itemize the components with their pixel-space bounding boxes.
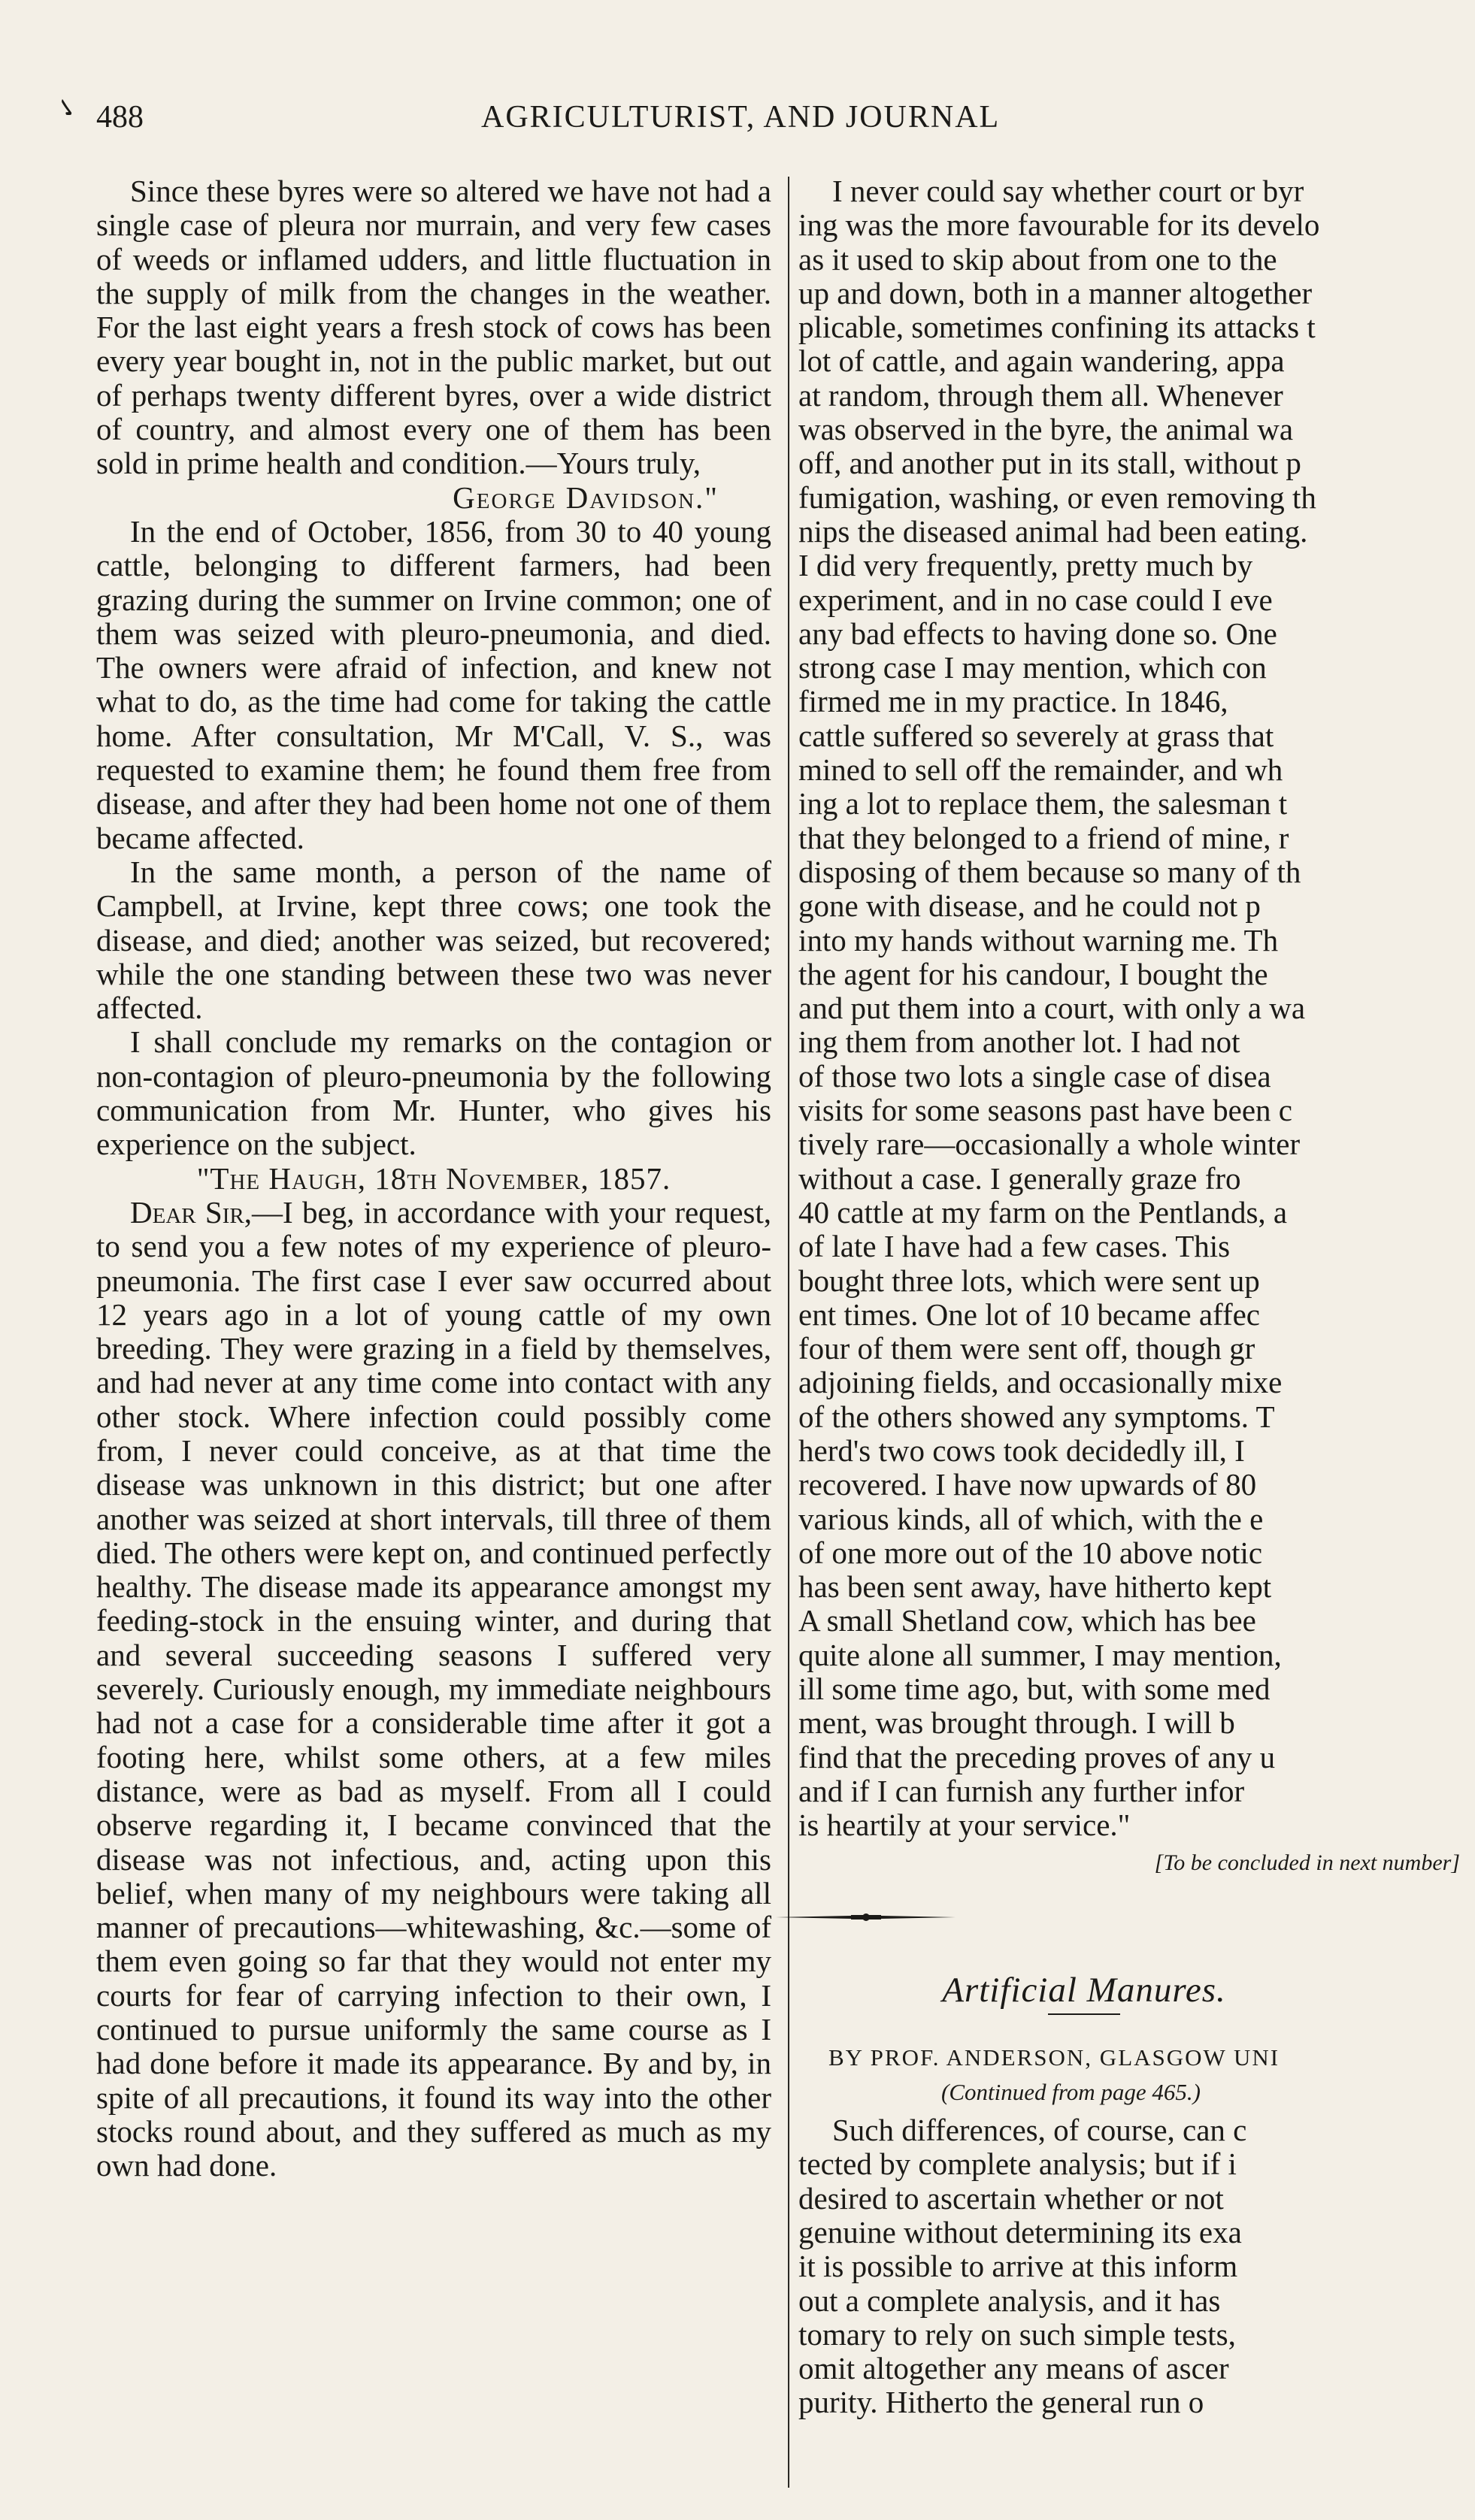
salutation: Dear Sir,: [130, 1194, 252, 1230]
text-line: tively rare—occasionally a whole winter: [798, 1127, 1301, 1162]
right-column: [798, 174, 1460, 2420]
text-line: disposing of them because so many of th: [798, 854, 1301, 889]
text-line: herd's two cows took decidedly ill, I: [798, 1432, 1245, 1468]
text-line: mined to sell off the remainder, and wh: [798, 752, 1283, 788]
text-line: experiment, and in no case could I eve: [798, 582, 1273, 617]
paragraph-hunter-letter: [96, 1196, 771, 2183]
text-line: ing was the more favourable for its develo: [798, 207, 1320, 243]
running-head: AGRICULTURIST, AND JOURNAL: [481, 100, 1001, 135]
text-line: has been sent away, have hitherto kept: [798, 1569, 1272, 1605]
text-line: cattle suffered so severely at grass that: [798, 718, 1274, 753]
text-line: quite alone all summer, I may mention,: [798, 1637, 1282, 1672]
text-line: plicable, sometimes confining its attacks t: [798, 310, 1316, 345]
text-line: ent times. One lot of 10 became affec: [798, 1296, 1260, 1332]
text-line: at random, through them all. Whenever: [798, 377, 1283, 413]
text-line: visits for some seasons past have been c: [798, 1093, 1292, 1128]
right-column-text: [798, 174, 1475, 2420]
text-line: adjoining fields, and occasionally mixe: [798, 1365, 1283, 1400]
text-line: four of them were sent off, though gr: [798, 1331, 1255, 1366]
text-line: and put them into a court, with only a wa: [798, 991, 1306, 1026]
text-line: Such differences, of course, can c: [832, 2113, 1247, 2148]
to-be-concluded-note: [To be concluded in next number]: [1154, 1850, 1460, 1875]
continued-from-note: (Continued from page 465.): [941, 2078, 1201, 2105]
article-body: [798, 2113, 1475, 2420]
text-line: without a case. I generally graze fro: [798, 1160, 1241, 1196]
text-line: of the others showed any symptoms. T: [798, 1399, 1275, 1434]
text-line: desired to ascertain whether or not: [798, 2180, 1224, 2216]
left-column: [96, 174, 771, 2183]
article-byline: BY PROF. ANDERSON, GLASGOW UNI: [828, 2044, 1280, 2071]
text-line: purity. Hitherto the general run o: [798, 2385, 1204, 2420]
column-divider: [788, 177, 789, 2488]
signature-davidson: George Davidson.": [453, 479, 719, 515]
text-line: tomary to rely on such simple tests,: [798, 2316, 1236, 2352]
text-line: is heartily at your service.": [798, 1808, 1131, 1843]
text-line: omit altogether any means of ascer: [798, 2351, 1229, 2386]
text-line: of one more out of the 10 above notic: [798, 1535, 1263, 1570]
paragraph-irvine-common: In the end of October, 1856, from 30 to 40 young cattle, belonging to different farmers, had been grazing during the summer on Irvine common; one of them was seized with pleuro-pneumonia, and died. The owners were afraid of infection, and knew not what to do, as the time had come for taking the cattle home. After consultation, Mr M'Call, V. S., was requested to examine them; he found them free from disease, and after they had been home not one of them became affected.: [96, 513, 771, 855]
text-line: 40 cattle at my farm on the Pentlands, a: [798, 1194, 1288, 1230]
text-line: of late I have had a few cases. This: [798, 1229, 1231, 1264]
page-header: [0, 0, 1407, 150]
text-line: ing a lot to replace them, the salesman t: [798, 786, 1288, 821]
letter-continuation-body: [798, 208, 1475, 1842]
letter-continuation: [798, 174, 1475, 208]
text-line: genuine without determining its exa: [798, 2214, 1242, 2249]
paragraph-campbell: In the same month, a person of the name of Campbell, at Irvine, kept three cows; one took the disease, and died; another was seized, but recovered; while the one standing between these two was never affected.: [96, 854, 771, 1026]
text-line: fumigation, washing, or even removing th: [798, 479, 1316, 515]
letter-dateline: "The Haugh, 18th November, 1857.: [196, 1160, 671, 1196]
text-line: I did very frequently, pretty much by: [798, 548, 1253, 583]
text-line: that they belonged to a friend of mine, r: [798, 820, 1289, 855]
text-line: ill some time ago, but, with some med: [798, 1671, 1271, 1707]
text-line: as it used to skip about from one to the: [798, 241, 1277, 277]
text-line: was observed in the byre, the animal wa: [798, 412, 1294, 447]
title-underline: [1048, 2013, 1120, 2015]
text-line: nips the diseased animal had been eating.: [798, 513, 1308, 549]
text-line: find that the preceding proves of any u: [798, 1739, 1276, 1774]
ornament-divider: [776, 1913, 956, 1922]
text-line: bought three lots, which were sent up: [798, 1263, 1260, 1298]
text-line: it is possible to arrive at this inform: [798, 2249, 1238, 2284]
text-line: tected by complete analysis; but if i: [798, 2146, 1237, 2182]
text-line: gone with disease, and he could not p: [798, 888, 1261, 924]
article-title: Artificial Manures.: [942, 1971, 1226, 2010]
text-line: into my hands without warning me. Th: [798, 922, 1279, 957]
text-line: various kinds, all of which, with the e: [798, 1501, 1264, 1536]
page-number: 488: [96, 100, 144, 135]
text-line: and if I can furnish any further infor: [798, 1773, 1245, 1808]
text-line: I never could say whether court or byr: [832, 174, 1304, 208]
text-line: ing them from another lot. I had not: [798, 1024, 1240, 1060]
text-line: out a complete analysis, and it has: [798, 2283, 1221, 2318]
text-line: strong case I may mention, which con: [798, 650, 1267, 685]
text-line: A small Shetland cow, which has bee: [798, 1603, 1256, 1638]
text-line: of those two lots a single case of disea: [798, 1058, 1271, 1094]
text-line: off, and another put in its stall, without p: [798, 446, 1301, 481]
text-line: firmed me in my practice. In 1846,: [798, 684, 1228, 719]
text-line: ment, was brought through. I will b: [798, 1705, 1235, 1741]
text-line: any bad effects to having done so. One: [798, 616, 1277, 651]
margin-pencil-mark: ✓: [50, 92, 85, 123]
text-line: up and down, both in a manner altogether: [798, 275, 1313, 310]
text-line: recovered. I have now upwards of 80: [798, 1467, 1257, 1502]
text-line: lot of cattle, and again wandering, appa: [798, 343, 1285, 379]
paragraph-conclusion-intro: I shall conclude my remarks on the contagion or non-contagion of pleuro-pneumonia by the following communication from Mr. Hunter, who gives his experience on the subject.: [96, 1024, 771, 1162]
paragraph-byres: Since these byres were so altered we have not had a single case of pleura nor murrain, and very few cases of weeds or inflamed udders, and little fluctuation in the supply of milk from the changes in the weather. For the last eight years a fresh stock of cows has been every year bought in, not in the public market, but out of perhaps twenty different byres, over a wide district of country, and almost every one of them has been sold in prime health and condition.—Yours truly,: [96, 174, 771, 481]
text-line: the agent for his candour, I bought the: [798, 956, 1268, 991]
hunter-letter-body: —I beg, in accordance with your request, to send you a few notes of my experience of pleuro-pneumonia. The first case I ever saw occurred about 12 years ago in a lot of young cattle of my own breeding. They were grazing in a field by themselves, and had never at any time come into contact with any other stock. Where infection could possibly come from, I never could conceive, as at that time the disease was unknown in this district; but one after another was seized at short intervals, till three of them died. The others were kept on, and continued perfectly healthy. The disease made its appearance amongst my feeding-stock in the ensuing winter, and during that and several succeeding seasons I suffered very severely. Curiously enough, my immediate neighbours had not a case for a considerable time after it got a footing here, whilst some others, at a few miles distance, were as bad as myself. From all I could observe regarding it, I became convinced that the disease was not infectious, and, acting upon this belief, when many of my neighbours were taking all manner of precautions—whitewashing, &c.—some of them even going so far that they would not enter my courts for fear of carrying infection to their own, I continued to pursue uniformly the same course as I had done before it made its appearance. By and by, in spite of all precautions, it found its way into the other stocks round about, and they suffered as much as my own had done.: [96, 1194, 771, 2183]
